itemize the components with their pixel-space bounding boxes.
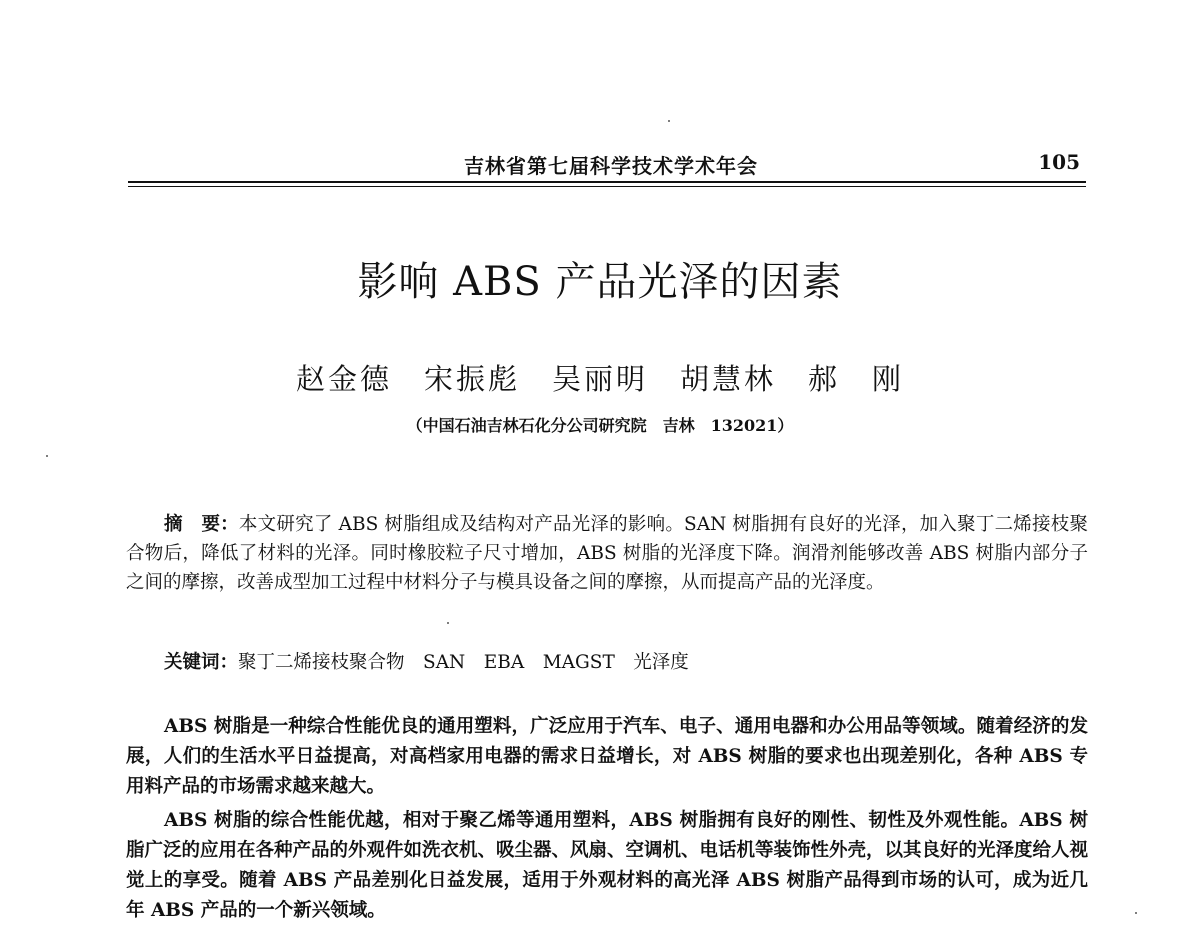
body-paragraph-1: ABS 树脂是一种综合性能优良的通用塑料，广泛应用于汽车、电子、通用电器和办公用品等领域。随着经济的发展，人们的生活水平日益提高，对高档家用电器的需求日益增长，对 ABS 树脂的要求也出现差别化，各种 ABS 专用料产品的市场需求越来越大。 [126,716,1088,797]
keywords [164,648,1094,677]
scan-speck [1135,912,1137,914]
abstract [126,510,1088,597]
body-text [126,712,1088,930]
header-rule-thin [128,186,1086,187]
header-rule-thick [128,181,1086,183]
keywords-text: 聚丁二烯接枝聚合物 SAN EBA MAGST 光泽度 [238,652,689,673]
scan-speck [46,455,48,457]
abstract-label: 摘 要： [164,514,239,535]
author-list: 赵金德 宋振彪 吴丽明 胡慧林 郝 刚 [295,362,904,396]
body-paragraph-2: ABS 树脂的综合性能优越，相对于聚乙烯等通用塑料，ABS 树脂拥有良好的刚性、韧性及外观性能。ABS 树脂广泛的应用在各种产品的外观件如洗衣机、吸尘器、风扇、空调机、电话机等装饰性外壳，以其良好的光泽度给人视觉上的享受。随着 ABS 产品差别化日益发展，适用于外观材料的高光泽 ABS 树脂产品得到市场的认可，成为近几年 ABS 产品的一个新兴领域。 [126,810,1089,921]
scan-speck [447,622,449,624]
keywords-label: 关键词： [164,652,239,673]
scan-speck [668,120,670,122]
running-header [128,150,1086,180]
paper-title: 影响 ABS 产品光泽的因素 [357,259,843,305]
page-number: 105 [1038,150,1080,174]
affiliation: （中国石油吉林石化分公司研究院 吉林 132021） [406,416,794,435]
abstract-text: 本文研究了 ABS 树脂组成及结构对产品光泽的影响。SAN 树脂拥有良好的光泽，加入聚丁二烯接枝聚合物后，降低了材料的光泽。同时橡胶粒子尺寸增加，ABS 树脂的光泽度下降。润滑剂能够改善 ABS 树脂内部分子之间的摩擦，改善成型加工过程中材料分子与模具设备之间的摩擦，从而提高产品的光泽度。 [126,514,1088,593]
journal-title: 吉林省第七届科学技术学术年会 [464,154,758,178]
